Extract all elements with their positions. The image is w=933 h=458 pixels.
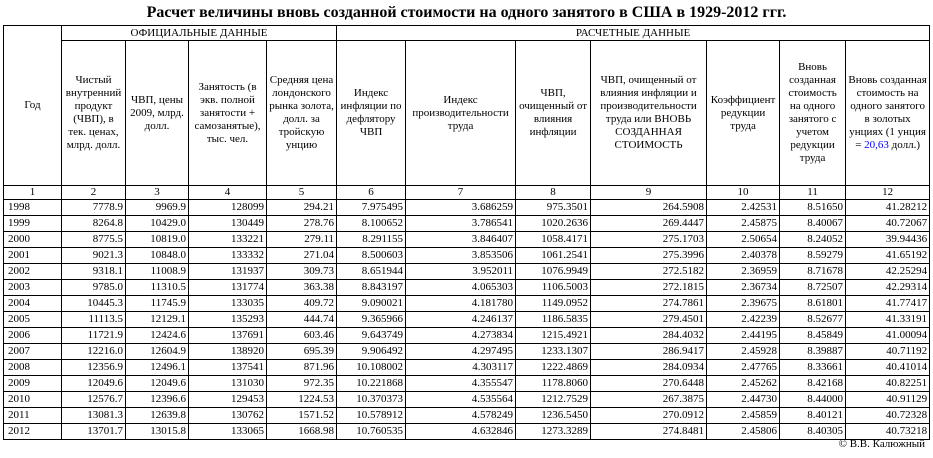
- table-cell: 1212.7529: [516, 392, 591, 408]
- table-cell: 137541: [189, 360, 267, 376]
- year-cell: 2005: [4, 312, 62, 328]
- table-cell: 267.3875: [591, 392, 707, 408]
- table-cell: 2.45262: [707, 376, 780, 392]
- table-cell: 10.221868: [337, 376, 406, 392]
- table-cell: 4.246137: [406, 312, 516, 328]
- table-cell: 2.45875: [707, 216, 780, 232]
- group-official: ОФИЦИАЛЬНЫЕ ДАННЫЕ: [62, 26, 337, 41]
- page-title: Расчет величины вновь созданной стоимости на одного занятого в США в 1929-2012 ггг.: [146, 4, 787, 21]
- table-cell: 9969.9: [126, 200, 189, 216]
- column-number: 7: [406, 186, 516, 200]
- year-cell: 1998: [4, 200, 62, 216]
- column-number: 10: [707, 186, 780, 200]
- table-cell: 1215.4921: [516, 328, 591, 344]
- year-cell: 2007: [4, 344, 62, 360]
- table-cell: 9785.0: [62, 280, 126, 296]
- table-cell: 4.303117: [406, 360, 516, 376]
- table-cell: 10.760535: [337, 424, 406, 440]
- table-cell: 284.4032: [591, 328, 707, 344]
- table-cell: 1149.0952: [516, 296, 591, 312]
- table-cell: 279.4501: [591, 312, 707, 328]
- table-cell: 270.0912: [591, 408, 707, 424]
- header-c12-end: долл.): [891, 139, 920, 151]
- table-row: [4, 344, 930, 360]
- table-cell: 269.4447: [591, 216, 707, 232]
- table-cell: 12129.1: [126, 312, 189, 328]
- year-cell: 2000: [4, 232, 62, 248]
- table-cell: 1273.3289: [516, 424, 591, 440]
- table-cell: 11310.5: [126, 280, 189, 296]
- table-row: [4, 424, 930, 440]
- table-cell: 10819.0: [126, 232, 189, 248]
- year-cell: 2011: [4, 408, 62, 424]
- header-c12-value: 20,63: [864, 139, 889, 151]
- table-cell: 40.82251: [846, 376, 930, 392]
- year-cell: 1999: [4, 216, 62, 232]
- table-cell: 2.45859: [707, 408, 780, 424]
- year-cell: 2008: [4, 360, 62, 376]
- table-cell: 8.61801: [780, 296, 846, 312]
- header-c10: Коэффициент редукции труда: [707, 41, 780, 186]
- table-cell: 12356.9: [62, 360, 126, 376]
- table-cell: 2.36959: [707, 264, 780, 280]
- table-cell: 8.44000: [780, 392, 846, 408]
- table-cell: 12496.1: [126, 360, 189, 376]
- table-row: [4, 248, 930, 264]
- column-number-row: [4, 186, 930, 200]
- header-c7: Индекс производительности труда: [406, 41, 516, 186]
- table-row: [4, 200, 930, 216]
- table-cell: 11008.9: [126, 264, 189, 280]
- table-cell: 1186.5835: [516, 312, 591, 328]
- table-cell: 8.651944: [337, 264, 406, 280]
- table-cell: 9.906492: [337, 344, 406, 360]
- table-cell: 2.42531: [707, 200, 780, 216]
- table-cell: 4.273834: [406, 328, 516, 344]
- table-cell: 8.100652: [337, 216, 406, 232]
- table-cell: 3.686259: [406, 200, 516, 216]
- table-cell: 4.632846: [406, 424, 516, 440]
- header-year: Год: [4, 26, 62, 186]
- table-cell: 4.297495: [406, 344, 516, 360]
- table-cell: 9021.3: [62, 248, 126, 264]
- table-cell: 871.96: [267, 360, 337, 376]
- table-cell: 271.04: [267, 248, 337, 264]
- table-cell: 274.8481: [591, 424, 707, 440]
- column-number: 4: [189, 186, 267, 200]
- table-cell: 13081.3: [62, 408, 126, 424]
- table-cell: 8.52677: [780, 312, 846, 328]
- table-cell: 4.181780: [406, 296, 516, 312]
- table-cell: 12396.6: [126, 392, 189, 408]
- year-cell: 2004: [4, 296, 62, 312]
- table-cell: 1061.2541: [516, 248, 591, 264]
- table-cell: 444.74: [267, 312, 337, 328]
- table-row: [4, 360, 930, 376]
- year-cell: 2009: [4, 376, 62, 392]
- table-cell: 8264.8: [62, 216, 126, 232]
- year-cell: 2003: [4, 280, 62, 296]
- column-number: 1: [4, 186, 62, 200]
- table-cell: 135293: [189, 312, 267, 328]
- table-cell: 12049.6: [62, 376, 126, 392]
- table-row: [4, 232, 930, 248]
- table-cell: 4.578249: [406, 408, 516, 424]
- table-cell: 131030: [189, 376, 267, 392]
- table-cell: 1058.4171: [516, 232, 591, 248]
- table-cell: 12216.0: [62, 344, 126, 360]
- table-row: [4, 408, 930, 424]
- table-cell: 2.45928: [707, 344, 780, 360]
- table-cell: 2.36734: [707, 280, 780, 296]
- table-cell: 8775.5: [62, 232, 126, 248]
- table-cell: 12604.9: [126, 344, 189, 360]
- table-cell: 39.94436: [846, 232, 930, 248]
- table-cell: 272.1815: [591, 280, 707, 296]
- table-cell: 2.42239: [707, 312, 780, 328]
- group-calculated: РАСЧЕТНЫЕ ДАННЫЕ: [337, 26, 930, 41]
- table-cell: 286.9417: [591, 344, 707, 360]
- table-cell: 8.71678: [780, 264, 846, 280]
- table-cell: 8.45849: [780, 328, 846, 344]
- table-row: [4, 280, 930, 296]
- table-row: [4, 216, 930, 232]
- header-c12-main: Вновь созданная стоимость на одного занятого в золотых унциях (1 унция =: [848, 74, 927, 151]
- table-cell: 8.291155: [337, 232, 406, 248]
- table-cell: 40.41014: [846, 360, 930, 376]
- table-cell: 3.786541: [406, 216, 516, 232]
- table-cell: 129453: [189, 392, 267, 408]
- table-cell: 131774: [189, 280, 267, 296]
- table-cell: 12576.7: [62, 392, 126, 408]
- table-cell: 363.38: [267, 280, 337, 296]
- table-cell: 41.33191: [846, 312, 930, 328]
- table-cell: 8.24052: [780, 232, 846, 248]
- year-cell: 2012: [4, 424, 62, 440]
- table-cell: 130449: [189, 216, 267, 232]
- table-cell: 41.77417: [846, 296, 930, 312]
- table-cell: 10.370373: [337, 392, 406, 408]
- header-c11: Вновь созданная стоимость на одного занятого с учетом редукции труда: [780, 41, 846, 186]
- table-cell: 133035: [189, 296, 267, 312]
- header-c8: ЧВП, очищенный от влияния инфляции: [516, 41, 591, 186]
- table-cell: 3.846407: [406, 232, 516, 248]
- table-cell: 274.7861: [591, 296, 707, 312]
- table-cell: 10848.0: [126, 248, 189, 264]
- column-number: 8: [516, 186, 591, 200]
- column-number: 12: [846, 186, 930, 200]
- table-cell: 11113.5: [62, 312, 126, 328]
- table-cell: 133065: [189, 424, 267, 440]
- table-cell: 12639.8: [126, 408, 189, 424]
- table-cell: 9318.1: [62, 264, 126, 280]
- year-cell: 2006: [4, 328, 62, 344]
- table-cell: 1076.9949: [516, 264, 591, 280]
- table-cell: 1020.2636: [516, 216, 591, 232]
- table-cell: 603.46: [267, 328, 337, 344]
- table-cell: 8.40305: [780, 424, 846, 440]
- table-cell: 10429.0: [126, 216, 189, 232]
- table-cell: 12049.6: [126, 376, 189, 392]
- header-c6: Индекс инфляции по дефлятору ЧВП: [337, 41, 406, 186]
- table-cell: 8.72507: [780, 280, 846, 296]
- table-cell: 11721.9: [62, 328, 126, 344]
- table-cell: 133332: [189, 248, 267, 264]
- table-cell: 264.5908: [591, 200, 707, 216]
- column-number: 11: [780, 186, 846, 200]
- table-cell: 2.44730: [707, 392, 780, 408]
- table-cell: 42.25294: [846, 264, 930, 280]
- table-cell: 8.51650: [780, 200, 846, 216]
- table-cell: 2.47765: [707, 360, 780, 376]
- table-cell: 9.090021: [337, 296, 406, 312]
- table-cell: 1224.53: [267, 392, 337, 408]
- year-cell: 2002: [4, 264, 62, 280]
- table-cell: 7.975495: [337, 200, 406, 216]
- table-cell: 278.76: [267, 216, 337, 232]
- table-cell: 4.355547: [406, 376, 516, 392]
- table-cell: 272.5182: [591, 264, 707, 280]
- table-cell: 972.35: [267, 376, 337, 392]
- data-table: [3, 25, 930, 440]
- table-cell: 4.065303: [406, 280, 516, 296]
- table-cell: 128099: [189, 200, 267, 216]
- table-cell: 1236.5450: [516, 408, 591, 424]
- table-cell: 279.11: [267, 232, 337, 248]
- year-cell: 2001: [4, 248, 62, 264]
- table-cell: 1571.52: [267, 408, 337, 424]
- table-cell: 12424.6: [126, 328, 189, 344]
- table-cell: 40.91129: [846, 392, 930, 408]
- table-cell: 9.643749: [337, 328, 406, 344]
- table-cell: 3.853506: [406, 248, 516, 264]
- table-cell: 133221: [189, 232, 267, 248]
- column-number: 3: [126, 186, 189, 200]
- table-cell: 41.65192: [846, 248, 930, 264]
- table-cell: 294.21: [267, 200, 337, 216]
- table-cell: 8.39887: [780, 344, 846, 360]
- table-cell: 284.0934: [591, 360, 707, 376]
- table-cell: 309.73: [267, 264, 337, 280]
- year-cell: 2010: [4, 392, 62, 408]
- table-cell: 275.3996: [591, 248, 707, 264]
- table-cell: 130762: [189, 408, 267, 424]
- table-cell: 13701.7: [62, 424, 126, 440]
- table-cell: 1233.1307: [516, 344, 591, 360]
- table-cell: 40.72328: [846, 408, 930, 424]
- table-cell: 1222.4869: [516, 360, 591, 376]
- header-c3: ЧВП, цены 2009, млрд. долл.: [126, 41, 189, 186]
- table-body: [4, 200, 930, 440]
- copyright-credit: © В.В. Калюжный: [838, 438, 925, 450]
- table-row: [4, 264, 930, 280]
- table-cell: 10.108002: [337, 360, 406, 376]
- table-cell: 2.45806: [707, 424, 780, 440]
- table-cell: 2.39675: [707, 296, 780, 312]
- table-cell: 8.33661: [780, 360, 846, 376]
- table-row: [4, 328, 930, 344]
- table-row: [4, 392, 930, 408]
- header-c4: Занятость (в экв. полной занятости + самозанятые), тыс. чел.: [189, 41, 267, 186]
- header-c2: Чистый внутренний продукт (ЧВП), в тек. ценах, млрд. долл.: [62, 41, 126, 186]
- table-cell: 8.59279: [780, 248, 846, 264]
- table-cell: 1668.98: [267, 424, 337, 440]
- table-cell: 8.42168: [780, 376, 846, 392]
- column-number: 5: [267, 186, 337, 200]
- table-cell: 40.71192: [846, 344, 930, 360]
- table-cell: 10445.3: [62, 296, 126, 312]
- column-number: 6: [337, 186, 406, 200]
- table-cell: 42.29314: [846, 280, 930, 296]
- table-cell: 975.3501: [516, 200, 591, 216]
- header-c12: [846, 41, 930, 186]
- table-cell: 3.952011: [406, 264, 516, 280]
- table-cell: 2.50654: [707, 232, 780, 248]
- header-c9: ЧВП, очищенный от влияния инфляции и производительности труда или ВНОВЬ СОЗДАННАЯ СТОИМОСТЬ: [591, 41, 707, 186]
- column-number: 2: [62, 186, 126, 200]
- table-cell: 40.73218: [846, 424, 930, 440]
- table-cell: 7778.9: [62, 200, 126, 216]
- table-cell: 275.1703: [591, 232, 707, 248]
- table-cell: 131937: [189, 264, 267, 280]
- table-cell: 11745.9: [126, 296, 189, 312]
- table-cell: 695.39: [267, 344, 337, 360]
- table-cell: 8.40067: [780, 216, 846, 232]
- table-cell: 270.6448: [591, 376, 707, 392]
- table-cell: 9.365966: [337, 312, 406, 328]
- table-cell: 2.40378: [707, 248, 780, 264]
- table-cell: 41.28212: [846, 200, 930, 216]
- table-cell: 13015.8: [126, 424, 189, 440]
- table-cell: 1178.8060: [516, 376, 591, 392]
- table-cell: 8.843197: [337, 280, 406, 296]
- table-row: [4, 296, 930, 312]
- table-cell: 138920: [189, 344, 267, 360]
- table-cell: 1106.5003: [516, 280, 591, 296]
- header-c5: Средняя цена лондонского рынка золота, долл. за тройскую унцию: [267, 41, 337, 186]
- table-cell: 40.72067: [846, 216, 930, 232]
- table-cell: 8.40121: [780, 408, 846, 424]
- table-cell: 41.00094: [846, 328, 930, 344]
- table-cell: 10.578912: [337, 408, 406, 424]
- table-cell: 2.44195: [707, 328, 780, 344]
- table-cell: 409.72: [267, 296, 337, 312]
- table-cell: 4.535564: [406, 392, 516, 408]
- table-row: [4, 312, 930, 328]
- table-cell: 8.500603: [337, 248, 406, 264]
- column-number: 9: [591, 186, 707, 200]
- table-row: [4, 376, 930, 392]
- table-cell: 137691: [189, 328, 267, 344]
